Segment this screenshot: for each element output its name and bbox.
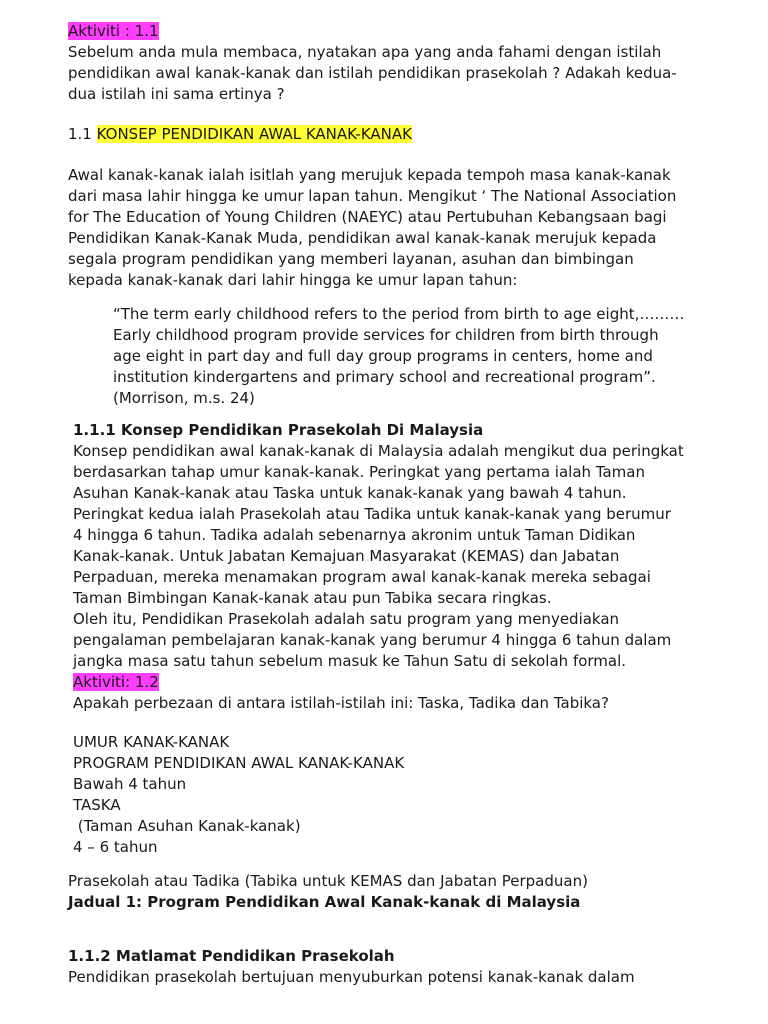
section-1-1-2-heading: 1.1.2 Matlamat Pendidikan Prasekolah (68, 947, 395, 965)
section-1-1-1 (73, 420, 684, 714)
table-caption: Jadual 1: Program Pendidikan Awal Kanak-kanak di Malaysia (68, 893, 581, 911)
section-line: pengalaman pembelajaran kanak-kanak yang berumur 4 hingga 6 tahun dalam (73, 631, 672, 649)
activity-1-1-line: Sebelum anda mula membaca, nyatakan apa yang anda fahami dengan istilah (68, 43, 662, 61)
section-line: Asuhan Kanak-kanak atau Taska untuk kanak-kanak yang bawah 4 tahun. (73, 484, 627, 502)
quote-line: Early childhood program provide services for children from birth through (113, 326, 659, 344)
section-line: berdasarkan tahap umur kanak-kanak. Peringkat yang pertama ialah Taman (73, 463, 645, 481)
section-line: jangka masa satu tahun sebelum masuk ke Tahun Satu di sekolah formal. (73, 652, 627, 670)
quote-line: “The term early childhood refers to the period from birth to age eight,……… (113, 305, 685, 323)
program-table (73, 732, 404, 858)
section-1-1-1-heading: 1.1.1 Konsep Pendidikan Prasekolah Di Malaysia (73, 421, 484, 439)
paragraph-line: Pendidikan Kanak-Kanak Muda, pendidikan awal kanak-kanak merujuk kepada (68, 229, 657, 247)
quote-line: age eight in part day and full day group programs in centers, home and (113, 347, 653, 365)
section-line: 4 hingga 6 tahun. Tadika adalah sebenarnya akronim untuk Taman Didikan (73, 526, 636, 544)
section-1-1-2 (68, 946, 635, 988)
section-line: Pendidikan prasekolah bertujuan menyuburkan potensi kanak-kanak dalam (68, 968, 635, 986)
section-line: Kanak-kanak. Untuk Jabatan Kemajuan Masyarakat (KEMAS) dan Jabatan (73, 547, 620, 565)
section-1-1-title: KONSEP PENDIDIKAN AWAL KANAK-KANAK (96, 125, 412, 143)
section-line: Oleh itu, Pendidikan Prasekolah adalah satu program yang menyediakan (73, 610, 620, 628)
quote-block (113, 304, 684, 409)
activity-1-2-question: Apakah perbezaan di antara istilah-istilah ini: Taska, Tadika dan Tabika? (73, 694, 609, 712)
paragraph-line: Awal kanak-kanak ialah isitlah yang merujuk kepada tempoh masa kanak-kanak (68, 166, 671, 184)
table-cell: Prasekolah atau Tadika (Tabika untuk KEMAS dan Jabatan Perpaduan) (68, 872, 588, 890)
activity-1-1-line: pendidikan awal kanak-kanak dan istilah pendidikan prasekolah ? Adakah kedua- (68, 64, 677, 82)
quote-line: (Morrison, m.s. 24) (113, 389, 255, 407)
section-line: Taman Bimbingan Kanak-kanak atau pun Tabika secara ringkas. (73, 589, 552, 607)
activity-1-2-label: Aktiviti: 1.2 (73, 673, 159, 691)
table-cell: Bawah 4 tahun (73, 775, 187, 793)
table-cell: UMUR KANAK-KANAK (73, 733, 230, 751)
paragraph-line: kepada kanak-kanak dari lahir hingga ke umur lapan tahun: (68, 271, 518, 289)
section-1-1-number: 1.1 (68, 125, 97, 143)
paragraph-line: dari masa lahir hingga ke umur lapan tahun. Mengikut ‘ The National Association (68, 187, 677, 205)
intro-paragraph (68, 165, 676, 291)
section-1-1-heading (68, 124, 412, 145)
table-cell: (Taman Asuhan Kanak-kanak) (73, 817, 301, 835)
table-cell: PROGRAM PENDIDIKAN AWAL KANAK-KANAK (73, 754, 405, 772)
quote-line: institution kindergartens and primary school and recreational program”. (113, 368, 656, 386)
section-line: Perpaduan, mereka menamakan program awal kanak-kanak mereka sebagai (73, 568, 651, 586)
table-footer (68, 871, 588, 913)
table-cell: 4 – 6 tahun (73, 838, 158, 856)
paragraph-line: segala program pendidikan yang memberi layanan, asuhan dan bimbingan (68, 250, 634, 268)
activity-1-1-line: dua istilah ini sama ertinya ? (68, 85, 285, 103)
activity-1-1 (68, 21, 677, 105)
section-line: Konsep pendidikan awal kanak-kanak di Malaysia adalah mengikut dua peringkat (73, 442, 684, 460)
activity-1-1-label: Aktiviti : 1.1 (68, 22, 159, 40)
paragraph-line: for The Education of Young Children (NAEYC) atau Pertubuhan Kebangsaan bagi (68, 208, 667, 226)
table-cell: TASKA (73, 796, 121, 814)
section-line: Peringkat kedua ialah Prasekolah atau Tadika untuk kanak-kanak yang berumur (73, 505, 671, 523)
